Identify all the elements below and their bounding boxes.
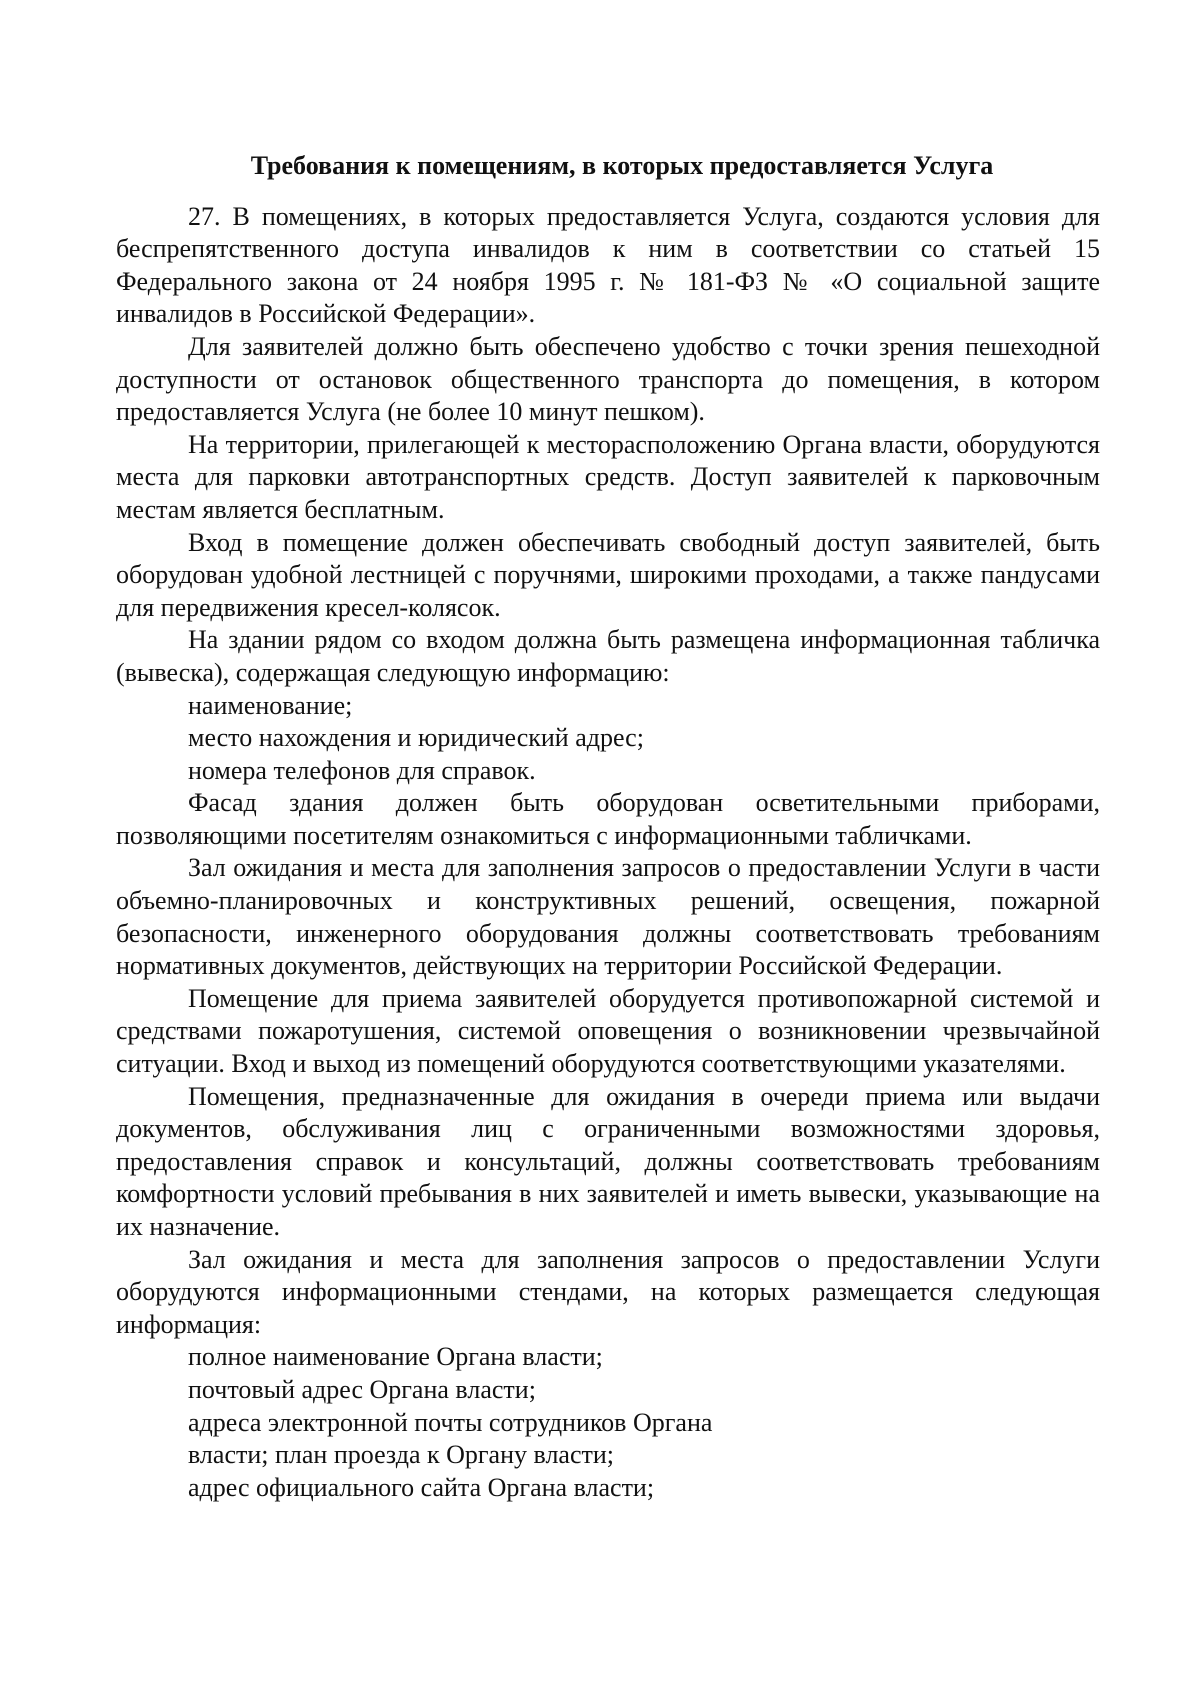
list-item-stand-full-name: полное наименование Органа власти; (188, 1342, 603, 1372)
document-page (116, 150, 1100, 1504)
list-item-sign-name: наименование; (188, 690, 353, 720)
paragraph-parking: На территории, прилегающей к месторасположению Органа власти, оборудуются места для парковки автотранспортных средств. Доступ заявителей к парковочным местам является бесплатным. (116, 429, 1100, 524)
paragraph-entrance: Вход в помещение должен обеспечивать свободный доступ заявителей, быть оборудован удобной лестницей с поручнями, широкими проходами, а также пандусами для передвижения кресел-колясок. (116, 527, 1100, 622)
paragraph-pedestrian-access: Для заявителей должно быть обеспечено удобство с точки зрения пешеходной доступности от остановок общественного транспорта до помещения, в котором предоставляется Услуга (не более 10 минут пешком). (116, 331, 1100, 427)
list-item-stand-emails: адреса электронной почты сотрудников Органа (188, 1407, 713, 1437)
paragraph-fire-safety: Помещение для приема заявителей оборудуется противопожарной системой и средствами пожаротушения, системой оповещения о возникновении чрезвычайной ситуации. Вход и выход из помещений оборудуются соответствующими указателями. (116, 983, 1100, 1079)
section-heading: Требования к помещениям, в которых предоставляется Услуга (250, 151, 994, 180)
paragraph-27-accessibility: 27. В помещениях, в которых предоставляется Услуга, создаются условия для беспрепятственного доступа инвалидов к ним в соответствии со статьей 15 Федерального закона от 24 ноября 1995 г. № 181-ФЗ № «О социальной защите инвалидов в Российской Федерации». (116, 201, 1100, 329)
paragraph-info-stands: Зал ожидания и места для заполнения запросов о предоставлении Услуги оборудуются информационными стендами, на которых размещается следующая информация: (116, 1244, 1100, 1339)
list-item-stand-route-plan: власти; план проезда к Органу власти; (188, 1440, 615, 1470)
paragraph-facade-lighting: Фасад здания должен быть оборудован осветительными приборами, позволяющими посетителям ознакомиться с информационными табличками. (116, 788, 1100, 850)
paragraph-comfort: Помещения, предназначенные для ожидания в очереди приема или выдачи документов, обслуживания лиц с ограниченными возможностями здоровья, предоставления справок и консультаций, должны соответствовать требованиям комфортности условий пребывания в них заявителей и иметь вывески, указывающие на их назначение. (116, 1081, 1100, 1241)
paragraph-info-sign: На здании рядом со входом должна быть размещена информационная табличка (вывеска), содержащая следующую информацию: (116, 625, 1100, 687)
list-item-sign-address: место нахождения и юридический адрес; (188, 723, 644, 753)
list-item-stand-website: адрес официального сайта Органа власти; (188, 1472, 655, 1502)
list-item-stand-postal-address: почтовый адрес Органа власти; (188, 1374, 536, 1404)
paragraph-waiting-hall-norms: Зал ожидания и места для заполнения запросов о предоставлении Услуги в части объемно-планировочных и конструктивных решений, освещения, пожарной безопасности, инженерного оборудования должны соответствовать требованиям нормативных документов, действующих на территории Российской Федерации. (116, 853, 1100, 981)
list-item-sign-phones: номера телефонов для справок. (188, 755, 536, 785)
